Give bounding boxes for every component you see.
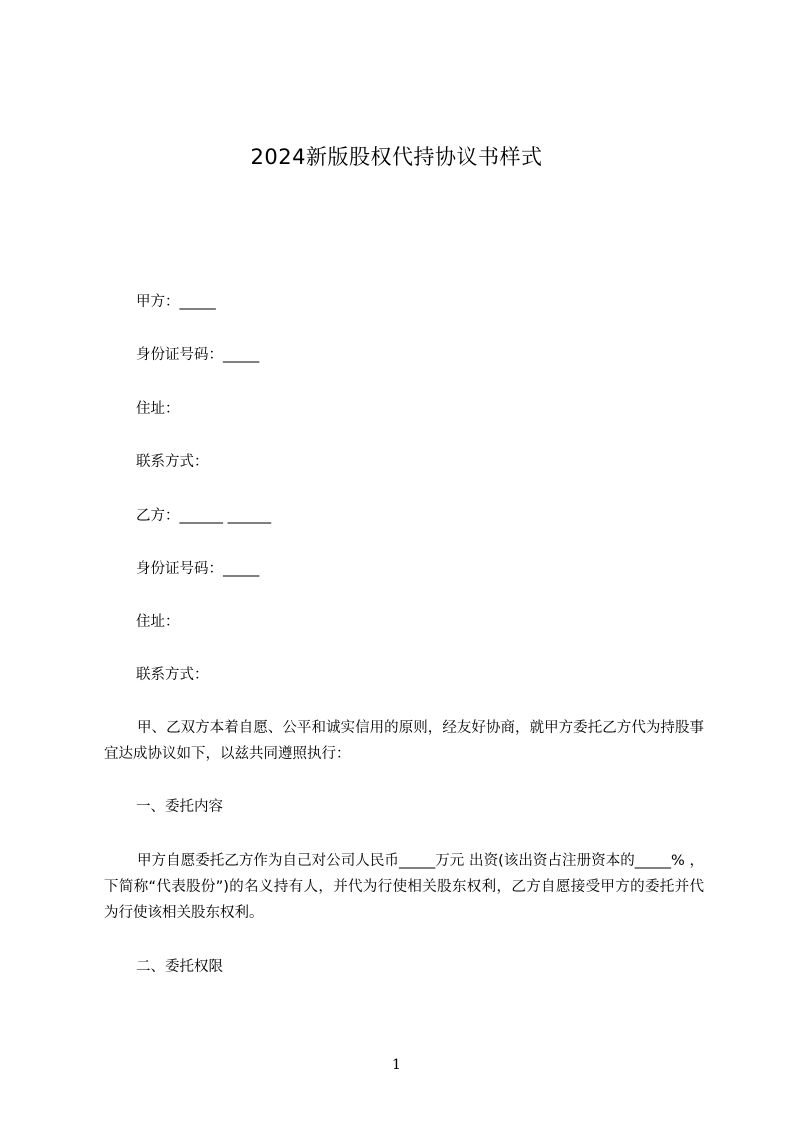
intro-paragraph: 甲、乙双方本着自愿、公平和诚实信用的原则，经友好协商，就甲方委托乙方代为持股事宜达成协议如下，以兹共同遵照执行：	[104, 720, 704, 762]
section-body: 甲方自愿委托乙方作为自己对公司人民币_____万元 出资(该出资占注册资本的_____% ，下简称“代表股份”)的名义持有人，并代为行使相关股东权利，乙方自愿接受甲方的委托并代为行使该相关股东权利。	[104, 853, 704, 921]
section-heading: 一、委托内容	[136, 799, 223, 815]
party-b-id-number: 身份证号码：_____	[136, 561, 260, 577]
party-a-id-number: 身份证号码：_____	[136, 347, 260, 363]
section-heading: 二、委托权限	[136, 959, 223, 975]
document-title: 2024新版股权代持协议书样式	[250, 145, 543, 169]
party-a-contact: 联系方式：	[136, 454, 209, 470]
party-a-name: 甲方：_____	[136, 294, 216, 310]
party-b-contact: 联系方式：	[136, 667, 209, 683]
party-a-address: 住址：	[136, 401, 180, 417]
party-b-address: 住址：	[136, 614, 180, 630]
party-b-name: 乙方：______ ______	[136, 508, 272, 524]
page-number: 1	[392, 1057, 401, 1073]
